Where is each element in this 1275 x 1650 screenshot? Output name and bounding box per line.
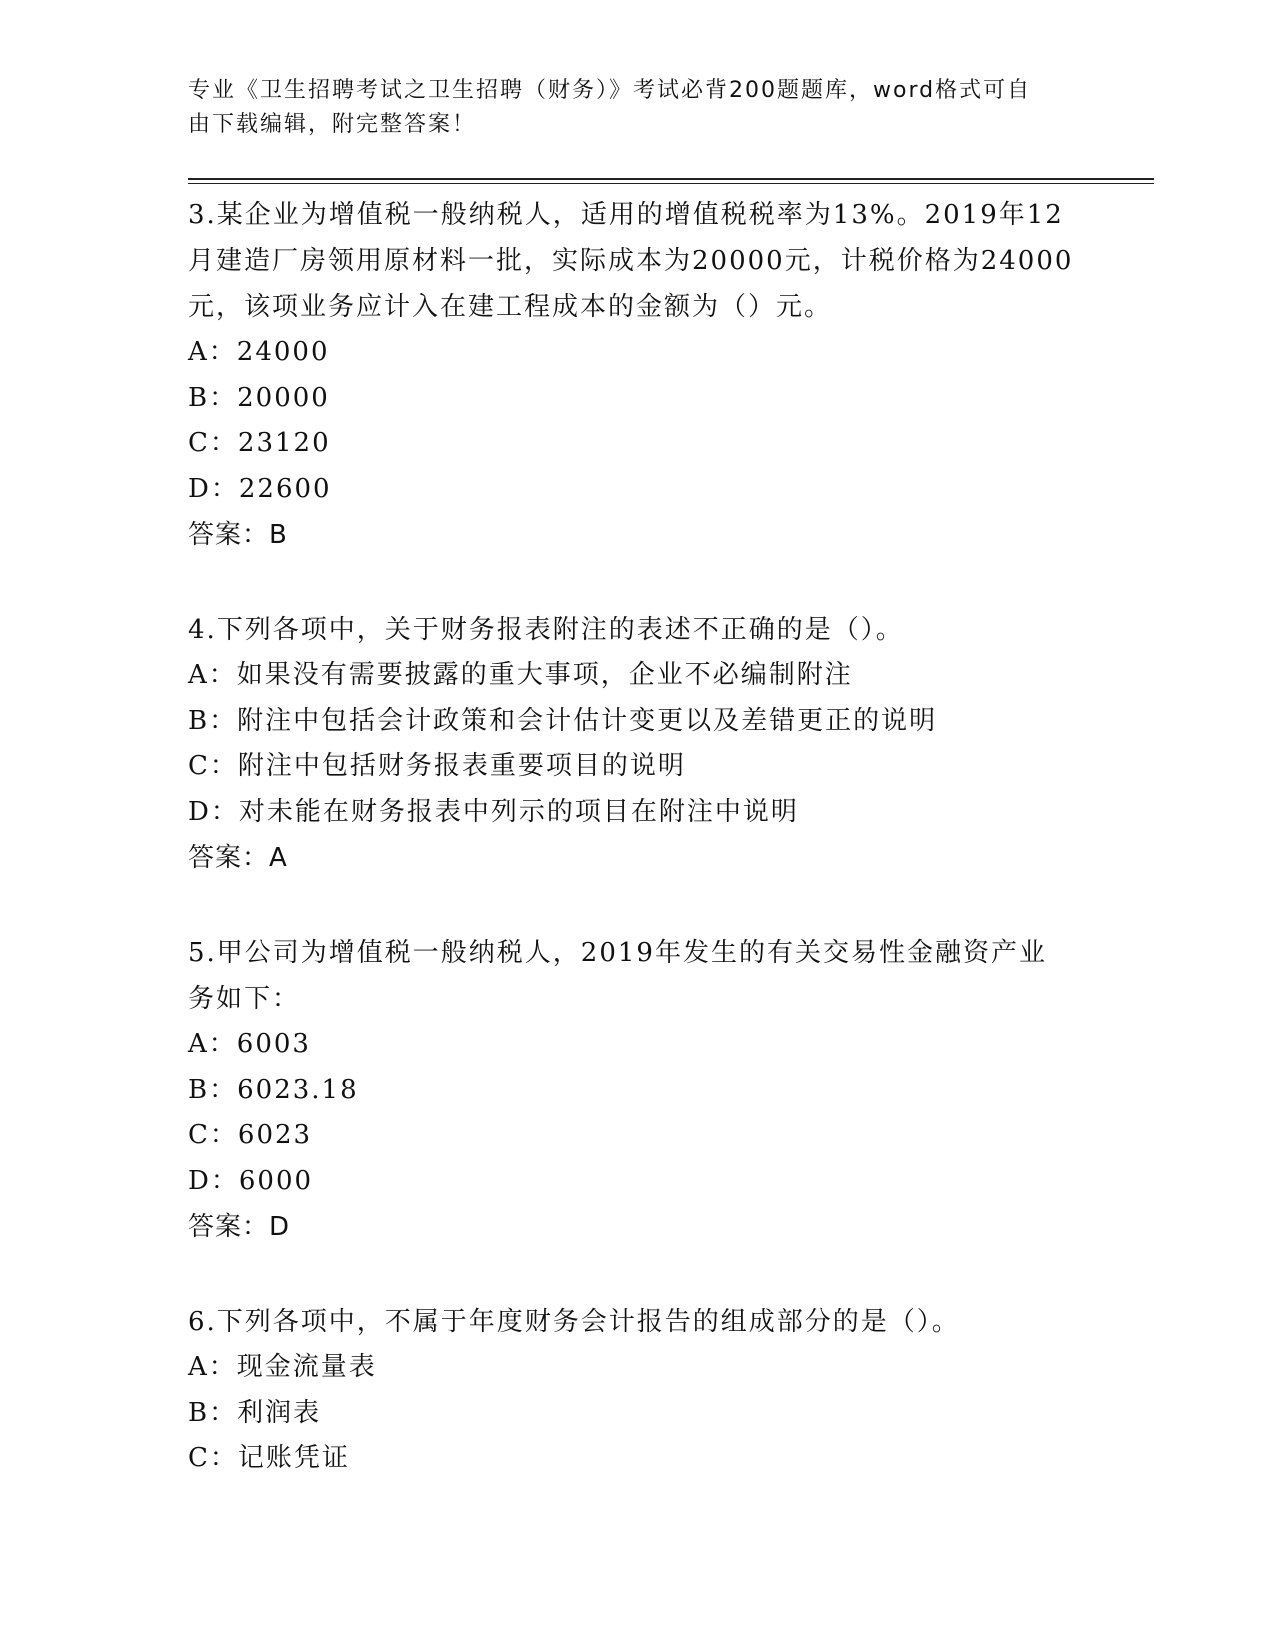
option-text: 利润表 [237,1397,322,1428]
option-letter: A： [188,660,237,690]
question-stem-line: 月建造厂房领用原材料一批，实际成本为20000元，计税价格为24000 [188,246,1074,276]
option-b [188,1391,1088,1437]
option-letter: B： [188,1074,238,1105]
question-5 [188,930,1088,1250]
option-text: 如果没有需要披露的重大事项，企业不必编制附注 [236,660,853,690]
option-b [188,699,1088,745]
option-text: 记账凭证 [237,1443,350,1473]
option-a [188,330,1088,376]
header-rule-thin [188,183,1154,184]
option-text: 对未能在财务报表中列示的项目在附注中说明 [238,796,799,827]
header-rule-thick [188,178,1154,180]
question-stem-line: 4.下列各项中，关于财务报表附注的表述不正确的是（）。 [188,615,904,645]
question-stem-line: 5.甲公司为增值税一般纳税人，2019年发生的有关交易性金融资产业 [188,938,1047,968]
option-c [188,744,1088,790]
option-c [188,1436,1088,1482]
option-text: 6003 [236,1029,311,1059]
option-d [188,1159,1088,1205]
option-c [188,421,1088,467]
header-line-1: 专业《卫生招聘考试之卫生招聘（财务）》考试必背200题题库，word格式可自 [188,78,1032,103]
question-stem-line: 6.下列各项中，不属于年度财务会计报告的组成部分的是（）。 [188,1307,960,1337]
question-stem-line: 元，该项业务应计入在建工程成本的金额为（）元。 [188,292,833,322]
option-text: 23120 [237,428,331,458]
option-b [188,1068,1088,1114]
option-text: 附注中包括财务报表重要项目的说明 [237,751,686,781]
answer-line: 答案：D [188,1212,291,1242]
option-letter: B： [188,1397,238,1428]
option-text: 6023.18 [237,1074,359,1105]
option-letter: C： [188,1120,238,1150]
option-d [188,790,1088,836]
option-a [188,653,1088,699]
question-list [188,192,1088,1531]
question-3 [188,192,1088,558]
option-letter: D： [188,473,239,504]
option-text: 附注中包括会计政策和会计估计变更以及差错更正的说明 [237,705,938,736]
option-letter: A： [188,1029,237,1059]
question-stem-line: 务如下： [188,984,301,1014]
option-b [188,376,1088,422]
document-header [188,74,1068,142]
answer-line: 答案：B [188,520,288,550]
option-text: 6000 [238,1165,314,1196]
option-text: 22600 [238,473,332,504]
option-a [188,1022,1088,1068]
option-text: 6023 [237,1120,313,1150]
option-text: 现金流量表 [236,1352,377,1382]
option-text: 24000 [236,337,330,367]
option-letter: D： [188,796,239,827]
option-text: 20000 [237,382,330,413]
question-4 [188,607,1088,881]
option-c [188,1113,1088,1159]
option-letter: C： [188,751,238,781]
option-letter: C： [188,1443,238,1473]
option-letter: C： [188,428,238,458]
option-a [188,1345,1088,1391]
question-stem-line: 3.某企业为增值税一般纳税人，适用的增值税税率为13%。2019年12 [188,200,1064,230]
option-letter: A： [188,337,237,367]
answer-line: 答案：A [188,843,288,873]
option-letter: B： [188,705,238,736]
header-line-2: 由下载编辑，附完整答案！ [188,112,477,137]
option-d [188,467,1088,513]
option-letter: B： [188,382,238,413]
option-letter: A： [188,1352,237,1382]
question-6 [188,1299,1088,1482]
option-letter: D： [188,1165,239,1196]
